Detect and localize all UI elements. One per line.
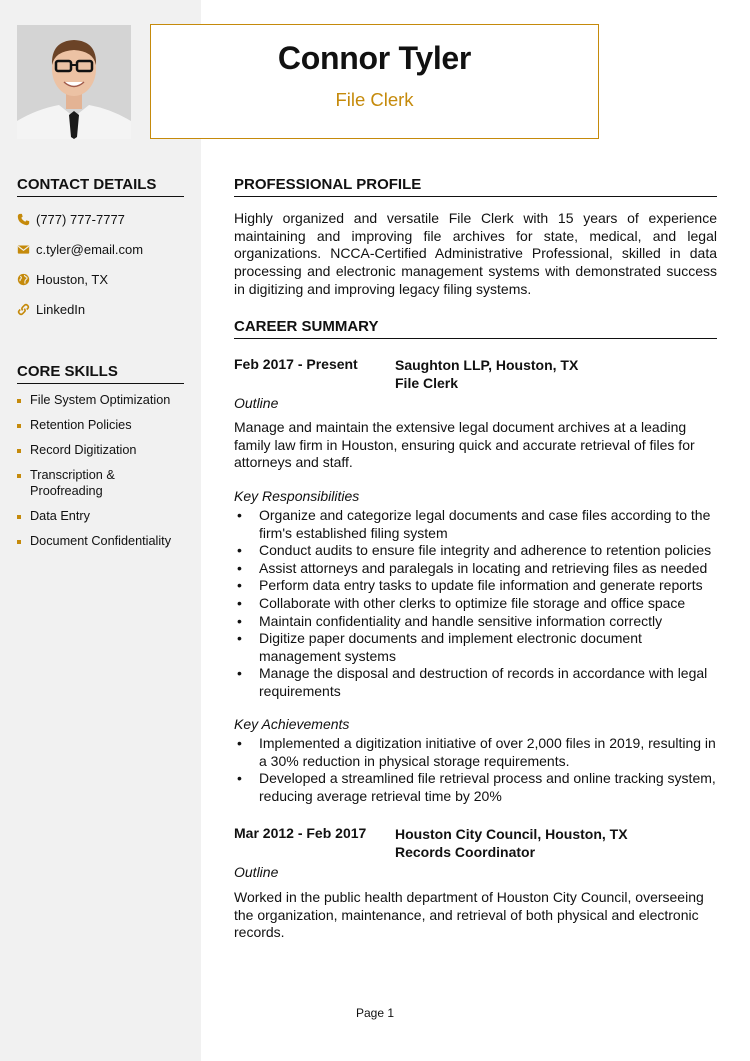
contact-location [17,272,108,287]
phone-text: (777) 777-7777 [36,212,125,227]
contact-phone [17,212,125,227]
name-header [150,24,599,139]
job-dates: Feb 2017 - Present [234,356,358,372]
job-dates: Mar 2012 - Feb 2017 [234,825,367,841]
list-item: Data Entry [17,509,192,525]
phone-icon [17,213,30,226]
outline-label: Outline [234,864,279,880]
achievements-label: Key Achievements [234,716,350,732]
list-item: • Digitize paper documents and implement electronic document management systems [234,630,717,665]
profile-text: Highly organized and versatile File Clerk with 15 years of experience maintaining and improving file archives for state, medical, and legal organizations. NCCA-Certified Administrative Professional, skilled in data processing and electronic management systems with demonstrated success in digitizing and improving legacy filing systems. [234,210,717,297]
list-item: • Manage the disposal and destruction of records in accordance with legal requirements [234,665,717,700]
list-item: • Organize and categorize legal documents and case files according to the firm's established filing system [234,507,717,542]
job-outline: Worked in the public health department of Houston City Council, overseeing the organization, maintenance, and retrieval of both physical and electronic records. [234,889,704,941]
job-role: File Clerk [395,375,459,391]
skills-list [17,393,192,559]
list-item: Retention Policies [17,418,192,434]
achievements-list [234,735,717,805]
list-item: • Developed a streamlined file retrieval process and online tracking system, reducing average retrieval time by 20% [234,770,717,805]
contact-linkedin[interactable] [17,302,85,317]
list-item: Document Confidentiality [17,534,192,550]
page-number: Page 1 [355,1006,395,1020]
email-text[interactable]: c.tyler@email.com [36,242,144,257]
linkedin-text[interactable]: LinkedIn [36,302,86,317]
link-icon [17,303,30,316]
profile-photo [17,25,131,139]
list-item: • Maintain confidentiality and handle sensitive information correctly [234,613,717,631]
globe-icon [17,273,30,286]
list-item: • Assist attorneys and paralegals in locating and retrieving files as needed [234,560,717,578]
list-item: • Conduct audits to ensure file integrity and adherence to retention policies [234,542,717,560]
company-name: Saughton LLP, Houston, TX [395,357,579,373]
envelope-icon [17,243,30,256]
list-item: • Implemented a digitization initiative of over 2,000 files in 2019, resulting in a 30% reduction in physical storage requirements. [234,735,717,770]
company-name: Houston City Council, Houston, TX [395,826,628,842]
list-item: Transcription & Proofreading [17,468,127,499]
responsibilities-list [234,507,717,701]
list-item: • Collaborate with other clerks to optimize file storage and office space [234,595,717,613]
location-text: Houston, TX [36,272,109,287]
contact-email[interactable] [17,242,143,257]
job-outline: Manage and maintain the extensive legal document archives at a leading family law firm in Houston, ensuring quick and accurate retrieval of files for attorneys and staff. [234,419,695,471]
responsibilities-label: Key Responsibilities [234,488,360,504]
career-heading: CAREER SUMMARY [234,318,717,339]
skills-heading: CORE SKILLS [17,363,184,384]
candidate-name: Connor Tyler [277,40,472,76]
list-item: Record Digitization [17,443,192,459]
job-company [395,356,578,392]
job-company [395,825,628,861]
list-item: • Perform data entry tasks to update file information and generate reports [234,577,717,595]
outline-label: Outline [234,395,279,411]
list-item: File System Optimization [17,393,192,409]
contact-heading: CONTACT DETAILS [17,176,184,197]
profile-heading: PROFESSIONAL PROFILE [234,176,717,197]
job-role: Records Coordinator [395,844,536,860]
job-title: File Clerk [335,89,414,110]
